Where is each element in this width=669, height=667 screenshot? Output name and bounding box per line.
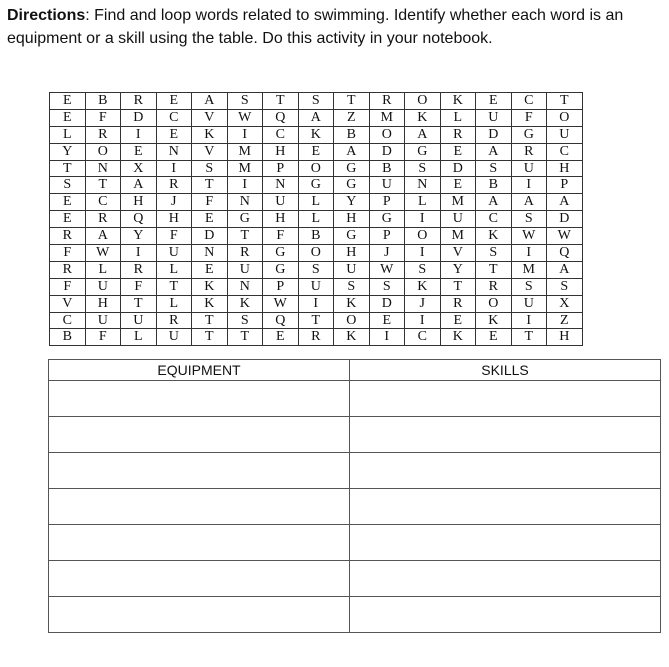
word-search-grid xyxy=(49,92,583,346)
grid-letter[interactable]: W xyxy=(85,245,121,262)
equipment-cell[interactable] xyxy=(49,489,350,525)
grid-letter[interactable]: E xyxy=(50,109,86,126)
grid-letter[interactable]: V xyxy=(192,143,228,160)
grid-row xyxy=(50,177,583,194)
grid-letter[interactable]: Y xyxy=(121,228,157,245)
grid-letter[interactable]: H xyxy=(334,211,370,228)
grid-letter[interactable]: E xyxy=(440,143,476,160)
grid-letter[interactable]: I xyxy=(227,177,263,194)
skills-cell[interactable] xyxy=(350,525,661,561)
grid-letter[interactable]: T xyxy=(227,228,263,245)
answer-table xyxy=(48,359,661,633)
grid-letter[interactable]: B xyxy=(298,228,334,245)
grid-letter[interactable]: D xyxy=(369,143,405,160)
grid-letter[interactable]: C xyxy=(263,126,299,143)
grid-row xyxy=(50,295,583,312)
grid-letter[interactable]: U xyxy=(369,177,405,194)
grid-letter[interactable]: P xyxy=(263,160,299,177)
grid-letter[interactable]: J xyxy=(156,194,192,211)
grid-row xyxy=(50,109,583,126)
grid-letter[interactable]: F xyxy=(263,228,299,245)
grid-letter[interactable]: K xyxy=(440,93,476,110)
grid-letter[interactable]: K xyxy=(192,278,228,295)
grid-letter[interactable]: V xyxy=(192,109,228,126)
grid-letter[interactable]: U xyxy=(156,329,192,346)
grid-letter[interactable]: H xyxy=(156,211,192,228)
grid-letter[interactable]: A xyxy=(334,143,370,160)
grid-letter[interactable]: H xyxy=(121,194,157,211)
grid-letter[interactable]: K xyxy=(192,295,228,312)
grid-letter[interactable]: O xyxy=(405,93,441,110)
grid-letter[interactable]: C xyxy=(85,194,121,211)
grid-letter[interactable]: R xyxy=(85,211,121,228)
grid-letter[interactable]: E xyxy=(121,143,157,160)
grid-letter[interactable]: L xyxy=(440,109,476,126)
grid-letter[interactable]: E xyxy=(263,329,299,346)
grid-letter[interactable]: D xyxy=(192,228,228,245)
grid-letter[interactable]: D xyxy=(121,109,157,126)
grid-letter[interactable]: T xyxy=(50,160,86,177)
equipment-cell[interactable] xyxy=(49,561,350,597)
grid-letter[interactable]: D xyxy=(476,126,512,143)
grid-letter[interactable]: H xyxy=(334,245,370,262)
grid-letter[interactable]: U xyxy=(511,295,547,312)
grid-letter[interactable]: A xyxy=(298,109,334,126)
grid-letter[interactable]: R xyxy=(156,312,192,329)
grid-letter[interactable]: V xyxy=(50,295,86,312)
grid-letter[interactable]: X xyxy=(547,295,583,312)
grid-letter[interactable]: K xyxy=(405,109,441,126)
grid-letter[interactable]: O xyxy=(298,160,334,177)
grid-letter[interactable]: E xyxy=(192,211,228,228)
grid-letter[interactable]: C xyxy=(511,93,547,110)
grid-row xyxy=(50,329,583,346)
grid-letter[interactable]: G xyxy=(369,211,405,228)
equipment-cell[interactable] xyxy=(49,525,350,561)
grid-letter[interactable]: S xyxy=(476,245,512,262)
equipment-cell[interactable] xyxy=(49,453,350,489)
grid-letter[interactable]: O xyxy=(405,228,441,245)
directions-label: Directions xyxy=(7,7,86,24)
grid-letter[interactable]: A xyxy=(121,177,157,194)
grid-letter[interactable]: T xyxy=(121,295,157,312)
grid-letter[interactable]: G xyxy=(405,143,441,160)
grid-letter[interactable]: H xyxy=(263,211,299,228)
grid-letter[interactable]: O xyxy=(298,245,334,262)
grid-letter[interactable]: M xyxy=(227,160,263,177)
grid-letter[interactable]: C xyxy=(547,143,583,160)
grid-letter[interactable]: S xyxy=(298,93,334,110)
grid-letter[interactable]: S xyxy=(298,261,334,278)
grid-letter[interactable]: I xyxy=(511,177,547,194)
grid-letter[interactable]: S xyxy=(547,278,583,295)
grid-letter[interactable]: J xyxy=(369,245,405,262)
grid-letter[interactable]: Q xyxy=(263,109,299,126)
answer-row xyxy=(49,597,661,633)
grid-letter[interactable]: E xyxy=(476,93,512,110)
grid-letter[interactable]: O xyxy=(476,295,512,312)
grid-letter[interactable]: A xyxy=(85,228,121,245)
grid-letter[interactable]: R xyxy=(50,228,86,245)
grid-letter[interactable]: K xyxy=(476,312,512,329)
grid-letter[interactable]: F xyxy=(192,194,228,211)
grid-letter[interactable]: S xyxy=(511,211,547,228)
grid-letter[interactable]: B xyxy=(50,329,86,346)
answer-row xyxy=(49,525,661,561)
equipment-cell[interactable] xyxy=(49,417,350,453)
grid-letter[interactable]: T xyxy=(547,93,583,110)
grid-letter[interactable]: T xyxy=(192,312,228,329)
grid-letter[interactable]: E xyxy=(298,143,334,160)
grid-letter[interactable]: B xyxy=(85,93,121,110)
answer-row xyxy=(49,561,661,597)
grid-letter[interactable]: R xyxy=(121,93,157,110)
grid-row xyxy=(50,211,583,228)
grid-letter[interactable]: S xyxy=(476,160,512,177)
grid-letter[interactable]: F xyxy=(511,109,547,126)
grid-letter[interactable]: F xyxy=(85,329,121,346)
grid-letter[interactable]: W xyxy=(263,295,299,312)
grid-letter[interactable]: U xyxy=(156,245,192,262)
equipment-header: EQUIPMENT xyxy=(49,360,350,381)
grid-letter[interactable]: D xyxy=(369,295,405,312)
grid-letter[interactable]: U xyxy=(298,278,334,295)
grid-letter[interactable]: U xyxy=(263,194,299,211)
grid-letter[interactable]: N xyxy=(156,143,192,160)
grid-letter[interactable]: W xyxy=(547,228,583,245)
grid-letter[interactable]: T xyxy=(476,261,512,278)
grid-letter[interactable]: E xyxy=(476,329,512,346)
grid-letter[interactable]: Y xyxy=(50,143,86,160)
grid-letter[interactable]: D xyxy=(440,160,476,177)
grid-letter[interactable]: E xyxy=(192,261,228,278)
grid-letter[interactable]: U xyxy=(440,211,476,228)
grid-letter[interactable]: G xyxy=(227,211,263,228)
grid-letter[interactable]: K xyxy=(298,126,334,143)
grid-letter[interactable]: U xyxy=(85,312,121,329)
grid-row xyxy=(50,160,583,177)
grid-letter[interactable]: A xyxy=(476,143,512,160)
grid-letter[interactable]: T xyxy=(156,278,192,295)
grid-letter[interactable]: Y xyxy=(440,261,476,278)
grid-letter[interactable]: R xyxy=(369,93,405,110)
grid-letter[interactable]: T xyxy=(334,93,370,110)
grid-row xyxy=(50,143,583,160)
grid-letter[interactable]: L xyxy=(50,126,86,143)
grid-letter[interactable]: S xyxy=(50,177,86,194)
skills-cell[interactable] xyxy=(350,381,661,417)
grid-letter[interactable]: P xyxy=(547,177,583,194)
skills-header: SKILLS xyxy=(350,360,661,381)
grid-letter[interactable]: G xyxy=(334,160,370,177)
grid-letter[interactable]: E xyxy=(369,312,405,329)
grid-letter[interactable]: F xyxy=(85,109,121,126)
grid-letter[interactable]: K xyxy=(192,126,228,143)
grid-letter[interactable]: E xyxy=(50,93,86,110)
grid-letter[interactable]: N xyxy=(227,278,263,295)
grid-letter[interactable]: I xyxy=(298,295,334,312)
grid-letter[interactable]: L xyxy=(85,261,121,278)
grid-letter[interactable]: R xyxy=(156,177,192,194)
grid-letter[interactable]: T xyxy=(85,177,121,194)
grid-letter[interactable]: K xyxy=(334,329,370,346)
grid-letter[interactable]: H xyxy=(263,143,299,160)
grid-letter[interactable]: T xyxy=(192,329,228,346)
equipment-cell[interactable] xyxy=(49,597,350,633)
answer-row xyxy=(49,489,661,525)
grid-letter[interactable]: E xyxy=(156,126,192,143)
grid-letter[interactable]: L xyxy=(298,194,334,211)
grid-letter[interactable]: M xyxy=(227,143,263,160)
grid-letter[interactable]: N xyxy=(192,245,228,262)
grid-letter[interactable]: L xyxy=(405,194,441,211)
grid-row xyxy=(50,228,583,245)
grid-letter[interactable]: S xyxy=(405,261,441,278)
grid-letter[interactable]: A xyxy=(405,126,441,143)
grid-letter[interactable]: N xyxy=(227,194,263,211)
grid-letter[interactable]: L xyxy=(156,261,192,278)
grid-letter[interactable]: U xyxy=(227,261,263,278)
grid-letter[interactable]: F xyxy=(50,278,86,295)
grid-letter[interactable]: I xyxy=(511,245,547,262)
grid-letter[interactable]: K xyxy=(227,295,263,312)
directions-body: : Find and loop words related to swimming. Identify whether each word is an equipment or a skill using the table. Do this activity in your notebook. xyxy=(7,7,624,47)
grid-letter[interactable]: O xyxy=(334,312,370,329)
grid-letter[interactable]: U xyxy=(121,312,157,329)
grid-letter[interactable]: C xyxy=(405,329,441,346)
grid-letter[interactable]: R xyxy=(227,245,263,262)
grid-letter[interactable]: M xyxy=(511,261,547,278)
grid-letter[interactable]: I xyxy=(369,329,405,346)
grid-letter[interactable]: T xyxy=(227,329,263,346)
grid-letter[interactable]: W xyxy=(227,109,263,126)
grid-letter[interactable]: W xyxy=(369,261,405,278)
answer-row xyxy=(49,381,661,417)
grid-letter[interactable]: I xyxy=(405,245,441,262)
grid-letter[interactable]: N xyxy=(85,160,121,177)
grid-letter[interactable]: K xyxy=(405,278,441,295)
grid-letter[interactable]: Z xyxy=(334,109,370,126)
grid-letter[interactable]: G xyxy=(263,245,299,262)
grid-letter[interactable]: T xyxy=(192,177,228,194)
grid-letter[interactable]: A xyxy=(511,194,547,211)
grid-letter[interactable]: C xyxy=(156,109,192,126)
skills-cell[interactable] xyxy=(350,417,661,453)
grid-letter[interactable]: G xyxy=(334,177,370,194)
grid-letter[interactable]: M xyxy=(440,228,476,245)
skills-cell[interactable] xyxy=(350,453,661,489)
grid-letter[interactable]: L xyxy=(121,329,157,346)
grid-letter[interactable]: K xyxy=(476,228,512,245)
grid-letter[interactable]: B xyxy=(476,177,512,194)
grid-letter[interactable]: A xyxy=(547,261,583,278)
grid-letter[interactable]: R xyxy=(476,278,512,295)
answer-row xyxy=(49,453,661,489)
skills-cell[interactable] xyxy=(350,561,661,597)
grid-letter[interactable]: K xyxy=(334,295,370,312)
grid-letter[interactable]: L xyxy=(298,211,334,228)
grid-letter[interactable]: O xyxy=(547,109,583,126)
grid-letter[interactable]: O xyxy=(369,126,405,143)
grid-letter[interactable]: Y xyxy=(334,194,370,211)
grid-letter[interactable]: B xyxy=(334,126,370,143)
grid-letter[interactable]: S xyxy=(192,160,228,177)
directions-text xyxy=(7,4,662,50)
equipment-cell[interactable] xyxy=(49,381,350,417)
grid-letter[interactable]: G xyxy=(298,177,334,194)
grid-letter[interactable]: C xyxy=(50,312,86,329)
grid-letter[interactable]: P xyxy=(369,194,405,211)
grid-letter[interactable]: N xyxy=(263,177,299,194)
grid-row xyxy=(50,245,583,262)
grid-letter[interactable]: E xyxy=(156,93,192,110)
grid-letter[interactable]: A xyxy=(476,194,512,211)
grid-letter[interactable]: N xyxy=(405,177,441,194)
grid-letter[interactable]: G xyxy=(511,126,547,143)
grid-letter[interactable]: R xyxy=(85,126,121,143)
grid-letter[interactable]: R xyxy=(440,126,476,143)
grid-letter[interactable]: V xyxy=(440,245,476,262)
grid-letter[interactable]: F xyxy=(156,228,192,245)
grid-letter[interactable]: R xyxy=(511,143,547,160)
grid-letter[interactable]: H xyxy=(547,160,583,177)
grid-letter[interactable]: O xyxy=(85,143,121,160)
grid-row xyxy=(50,312,583,329)
grid-letter[interactable]: I xyxy=(121,126,157,143)
grid-letter[interactable]: M xyxy=(440,194,476,211)
grid-letter[interactable]: H xyxy=(85,295,121,312)
grid-letter[interactable]: I xyxy=(405,211,441,228)
grid-letter[interactable]: X xyxy=(121,160,157,177)
grid-letter[interactable]: T xyxy=(298,312,334,329)
grid-letter[interactable]: U xyxy=(85,278,121,295)
grid-letter[interactable]: T xyxy=(511,329,547,346)
grid-letter[interactable]: E xyxy=(50,194,86,211)
grid-letter[interactable]: M xyxy=(369,109,405,126)
grid-letter[interactable]: Q xyxy=(547,245,583,262)
grid-letter[interactable]: G xyxy=(334,228,370,245)
grid-row xyxy=(50,93,583,110)
grid-row xyxy=(50,194,583,211)
grid-letter[interactable]: S xyxy=(369,278,405,295)
grid-letter[interactable]: T xyxy=(440,278,476,295)
grid-letter[interactable]: I xyxy=(511,312,547,329)
grid-row xyxy=(50,278,583,295)
skills-cell[interactable] xyxy=(350,597,661,633)
grid-letter[interactable]: S xyxy=(227,312,263,329)
grid-row xyxy=(50,261,583,278)
grid-letter[interactable]: R xyxy=(298,329,334,346)
grid-letter[interactable]: Q xyxy=(121,211,157,228)
grid-letter[interactable]: D xyxy=(547,211,583,228)
grid-letter[interactable]: J xyxy=(405,295,441,312)
answer-row xyxy=(49,417,661,453)
grid-letter[interactable]: U xyxy=(547,126,583,143)
grid-letter[interactable]: P xyxy=(369,228,405,245)
grid-letter[interactable]: R xyxy=(50,261,86,278)
grid-letter[interactable]: L xyxy=(156,295,192,312)
grid-letter[interactable]: G xyxy=(263,261,299,278)
grid-letter[interactable]: B xyxy=(369,160,405,177)
grid-letter[interactable]: S xyxy=(405,160,441,177)
grid-letter[interactable]: F xyxy=(121,278,157,295)
grid-letter[interactable]: R xyxy=(440,295,476,312)
grid-letter[interactable]: S xyxy=(227,93,263,110)
grid-letter[interactable]: S xyxy=(511,278,547,295)
grid-letter[interactable]: Z xyxy=(547,312,583,329)
grid-letter[interactable]: A xyxy=(192,93,228,110)
grid-letter[interactable]: U xyxy=(334,261,370,278)
grid-letter[interactable]: I xyxy=(156,160,192,177)
grid-letter[interactable]: E xyxy=(440,177,476,194)
grid-letter[interactable]: K xyxy=(440,329,476,346)
grid-letter[interactable]: I xyxy=(227,126,263,143)
grid-letter[interactable]: P xyxy=(263,278,299,295)
grid-row xyxy=(50,126,583,143)
grid-letter[interactable]: U xyxy=(476,109,512,126)
grid-letter[interactable]: S xyxy=(334,278,370,295)
grid-letter[interactable]: H xyxy=(547,329,583,346)
skills-cell[interactable] xyxy=(350,489,661,525)
grid-letter[interactable]: I xyxy=(121,245,157,262)
grid-letter[interactable]: I xyxy=(405,312,441,329)
grid-letter[interactable]: E xyxy=(50,211,86,228)
grid-letter[interactable]: T xyxy=(263,93,299,110)
grid-letter[interactable]: A xyxy=(547,194,583,211)
grid-letter[interactable]: E xyxy=(440,312,476,329)
grid-letter[interactable]: F xyxy=(50,245,86,262)
grid-letter[interactable]: W xyxy=(511,228,547,245)
grid-letter[interactable]: C xyxy=(476,211,512,228)
grid-letter[interactable]: Q xyxy=(263,312,299,329)
grid-letter[interactable]: U xyxy=(511,160,547,177)
grid-letter[interactable]: R xyxy=(121,261,157,278)
